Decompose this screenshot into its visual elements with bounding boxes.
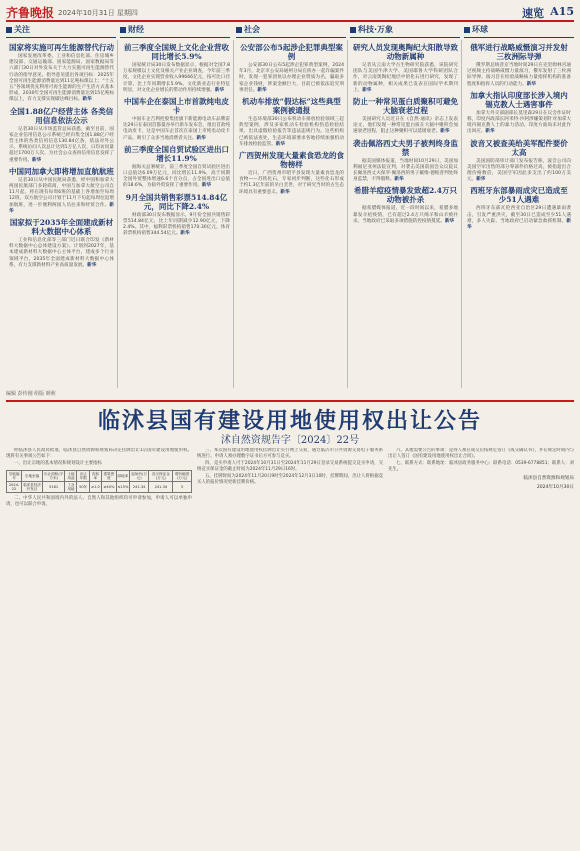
column-category: 财经 (120, 24, 230, 38)
article-headline[interactable]: 机动车排放“假达标”这些典型案例被通报 (242, 97, 341, 116)
article-body: 美国国防部审计部门发布报告称，波音公司向美国空军出售的部分零部件价格过高，被指超出合理价格数倍，美国空军因此多支出了约100万美元。新华 (467, 158, 571, 183)
table-header: 出让面积(平方米) (43, 471, 64, 481)
article-headline[interactable]: 西班牙东部暴雨成灾已造成至少51人遇难 (470, 186, 568, 205)
notice-column (388, 448, 574, 844)
table-header: 起始价(万元) (131, 471, 148, 481)
notice-section: 四、竞买申请人可于2024年10月31日至2024年11月29日登录交易系统提交竞买申请，交纳竞买保证金的截止时间为2024年11月29日16时。 (197, 461, 383, 472)
table-cell: 5 (173, 482, 192, 493)
notice-section: 六、其他需要公告的事项：竞得人须在成交后按规定签订《成交确认书》，并在规定时间内与出让人签订《国有建设用地使用权出让合同》。 (388, 448, 574, 459)
article-headline[interactable]: 希腊羊痘疫情暴发致超2.4万只动物被扑杀 (353, 186, 458, 205)
notice-intro: 经临沭县人民政府批准，临沭县自然资源和规划局决定挂牌出让1宗国有建设用地使用权。现将有关事项公告如下： (6, 448, 192, 459)
article-headline[interactable]: 中国车企在泰国上市首款纯电皮卡 (124, 97, 229, 116)
article-body: 美国研究人员近日在《自然·通讯》杂志上发表论文，他们发现一种常见蛋白质在大脑中聚积会加速衰老进程，阻止这种聚积可以延缓衰老。新华 (353, 117, 458, 135)
column-category: 社会 (236, 24, 346, 38)
issue-date: 2024年10月31日 星期四 (58, 9, 138, 17)
table-cell: 241.34 (149, 482, 173, 493)
article-body: 生态环境部30日公布机动车排放检验领域三起典型案例，涉及多家机动车检验机构伪造检验结果、出具虚假检验报告等违法违规行为。这些机构已被依法查处，生态环境部要求各地持续加强机动车排放检验监管。新华 (239, 117, 344, 147)
notice-section: 七、联系方式：联系地址：临沭县政务服务中心；联系电话：0539-6778851；联系人：刘先生。 (388, 461, 574, 472)
table-cell: ≥1.0 (89, 482, 101, 493)
masthead (6, 2, 574, 22)
article-body: 记者30日从市场监管总局获悉，截至目前，国家企业信用信息公示系统已经归集全国1.88亿户经营主体的各类信用信息130.84亿条，依法对外公示，系统访问人次总计达到1万亿人次，日均访问量超过1700万人次。为社会公众查询信用信息发挥了重要作用。新华 (9, 126, 114, 163)
table-header: 宗地坐落 (22, 471, 43, 482)
notice-column (197, 448, 383, 844)
article-headline[interactable]: 袭击佩洛西丈夫男子被判终身监禁 (353, 138, 458, 157)
article-body: 记者从云南大学古生物研究院获悉，该院研究团队与美国牛津大学、美国耶鲁大学科研团队合作，对云南奥陶纪地层中的化石进行研究，发现了新的动物属种，相关成果已发表在国际学术期刊上。新华 (353, 63, 458, 93)
table-cell: 工业用地 (65, 482, 77, 493)
article-body: 公安部30日公布5起涉企犯罪典型案例，2024年3月，北京市公安局通州分局在侦办一起诈骗案件时，发现一犯罪团伙以办理企业资质为名，骗取多家企业钱财，涉案金额巨大，目前已被依法追究刑事责任。新华 (239, 63, 344, 93)
table-header: 增价幅度(万元) (173, 471, 192, 482)
article-body: 国家发展改革委、工业和信息化部、住房城乡建设部、交通运输部、国家能源局、国家数据局等六部门30日对外发布关于大力实施可再生能源替代行动的指导意见。指导意见提出各项目标：2025年全国可再生能源消费量达到11亿吨标煤以上；“十五五”各领域优先利用可再生能源的生产生活方式基本形成，2030年全国可再生能源消费量达到15亿吨标煤以上，有力支撑实现碳达峰目标。新华 (9, 54, 114, 103)
page-number: A15 (550, 5, 574, 18)
news-column (236, 40, 348, 388)
article-headline[interactable]: 全国1.88亿户经营主体 各类信用信息依法公示 (9, 106, 114, 125)
article-headline[interactable]: 前三季度全国规上文化企业营收同比增长5.9% (124, 43, 229, 61)
notice-section: 二、中华人民共和国境内外的法人、自然人和其他组织均可申请参加，申请人可以单独申请，也可以联合申请。 (6, 496, 192, 508)
article-headline[interactable]: 9月全国共销售彩票514.84亿元，同比下降2.4% (125, 192, 228, 211)
notice-section: 五、挂牌时间为2024年11月20日9时至2024年12月3日10时，挂牌期间，出让人将根据竞买人的报价情况更新挂牌价格。 (197, 474, 383, 485)
notice-title: 临沭县国有建设用地使用权出让公告 (97, 408, 482, 434)
article-headline[interactable]: 加拿大指认印度部长涉入境内锡克教人士遇害事件 (470, 90, 568, 109)
article-headline[interactable]: 俄军进行战略威慑演习并发射三枚洲际导弹 (470, 43, 568, 61)
editors-line: 编辑 彭传刚 组版 颜莉 (6, 390, 574, 402)
article-body: 工业和信息化部等三部门近日联合印发《新材料大数据中心总体建设方案》。计划到2027年，基本建成新材料大数据中心主体平台，建成多个行业领域平台，2035年全面建成新材料大数据中心体系，有力支撑新材料产业高质量发展。新华 (9, 238, 114, 268)
table-header: 土地用途 (65, 471, 77, 482)
article-body: 西班牙东部瓦伦西亚自治区29日遭遇暴雨袭击，引发严重洪灾，截至30日已造成至少51人遇难，多人失踪，当地政府已启动紧急救援机制。新华 (467, 206, 571, 231)
article-body: 俄罗斯总统普京当地时间29日在克里姆林宫通过视频主持战略威慑力量演习，俄军发射了三枚洲际导弹。演习旨在检验战略核力量指挥机构的准备程度和指挥人员的行动能力。新华 (467, 63, 571, 87)
article-headline[interactable]: 波音又被查美给美军配件要价太高 (470, 138, 568, 157)
table-header: 竞买保证金(万元) (149, 471, 173, 482)
article-headline[interactable]: 国家将实施可再生能源替代行动 (9, 43, 114, 52)
article-body: 中国车企吉利控股集团旗下新能源电动车品牌雷达29日在泰国首都曼谷举行新车发布会，推出首款纯电动皮卡，这是中国车企首次在泰国上市纯电动皮卡产品，吸引了众多当地消费者关注。新华 (123, 117, 230, 141)
square-icon (464, 27, 470, 33)
news-column (120, 40, 234, 388)
table-cell: 241.34 (129, 482, 149, 493)
article-headline[interactable]: 研究人员发现奥陶纪大阳散导致动物新属种 (353, 43, 458, 61)
table-header: 宗地编号 (7, 471, 22, 482)
square-icon (120, 27, 126, 33)
table-cell: ≤15% (116, 482, 129, 493)
notice-subtitle: 沭自然资规告字〔2024〕22号 (220, 435, 360, 446)
section-title: 速览 (522, 7, 544, 20)
article-body: 据海关总署统计，前三季度全国自贸试验区进出口总值达6.09万亿元，同比增长11.9%，高于同期全国外贸整体增速6.6个百分点，占全国进出口总值的18.6%，为稳外贸发挥了重要作用。新华 (123, 164, 230, 189)
article-headline[interactable]: 前三季度全国自贸试验区进出口增长11.9% (124, 144, 229, 163)
table-header: 出让年限 (77, 471, 89, 482)
column-category: 关注 (6, 24, 116, 38)
table-cell: ≥40% (101, 482, 116, 493)
news-column (6, 40, 118, 388)
table-header: 建筑密度 (101, 471, 116, 482)
article-headline[interactable]: 中国同加拿大即将增加直航航班 (9, 166, 114, 176)
table-row (7, 482, 192, 493)
land-notice (6, 448, 574, 844)
table-cell: 临沭县经济开发区 (23, 482, 42, 492)
article-headline[interactable]: 公安部公布5起涉企犯罪典型案例 (240, 43, 343, 61)
table-header-row (7, 471, 192, 482)
article-body: 近日，广西贺州市昭平县发现大量素食恐龙的食物——苏铁化石，专家初步判断，这些化石形成于约1.3亿年前的早白垩世，对于研究当时的古生态环境具有重要意义。新华 (239, 171, 344, 195)
news-column (350, 40, 462, 388)
notice-signature-org: 临沭县自然资源和规划局 (523, 476, 574, 481)
article-headline[interactable]: 防止一种常见蛋白质聚积可避免大脑衰老过程 (353, 97, 458, 116)
column-category: 环球 (464, 24, 574, 38)
article-body: 财政部30日发布数据显示，9月份全国共销售彩票514.84亿元，比上年同期减少12.90亿元，下降2.4%。其中，福利彩票机构销售170.30亿元，体育彩票机构销售344.54亿元。新华 (123, 212, 230, 237)
notice-section: 三、本次国有建设用地使用权挂牌出让实行网上交易，通过临沂市公共资源交易电子服务系统进行。申请人须办理数字证书后方可参与竞买。 (197, 448, 383, 459)
article-headline[interactable]: 广西贺州发现大量素食恐龙的食物榜样 (239, 151, 344, 170)
article-body: 据希腊媒体报道，近一段时间以来，希腊多地暴发羊痘疫情，已有超过2.4万只绵羊和山羊被扑杀，当地政府已采取多项措施防控疫情蔓延。新华 (353, 206, 458, 224)
news-column (464, 40, 574, 388)
table-cell: 50年 (77, 482, 89, 493)
notice-section: 一、出让宗地的基本情况和规划设计主要指标 (14, 461, 102, 466)
notice-column (6, 448, 192, 844)
article-body: 据美国媒体报道，当地时间10月29日，美国加利福尼亚州法院宣判，对袭击美国前国会众议院议长佩洛西丈夫保罗·佩洛西的男子戴维·德帕普判处终身监禁，不得假释。新华 (353, 158, 458, 183)
notice-signature-date: 2024年10月30日 (536, 485, 574, 491)
table-cell: 5161 (42, 482, 64, 493)
table-header: 容积率 (89, 471, 101, 482)
square-icon (236, 27, 242, 33)
article-body: 记者30日从中国民航局获悉，经中国和加拿大两国民航部门多轮磋商，中国与加拿大航空公司自11月起，将在现有每周6班的基础上各增加至每周12班，双方航空公司计划于11月下旬起每周往返增加航班，进一步便利两国人员往来和经贸合作。新华 (9, 177, 114, 214)
square-icon (350, 27, 356, 33)
article-headline[interactable]: 国家拟于2035年全面建成新材料大数据中心体系 (9, 218, 114, 237)
column-category: 科技·万象 (350, 24, 460, 38)
table-header: 绿地率 (116, 471, 129, 482)
news-columns (6, 40, 574, 388)
parcel-table (6, 470, 192, 493)
square-icon (6, 27, 12, 33)
newspaper-logo: 齐鲁晚报 (6, 6, 55, 20)
article-body: 国家统计局30日发布数据显示，根据对全国7.8万家规模以上文化及相关产业企业调查，今年前三季度，文化企业实现营业收入99666亿元，按可比口径计算，比上年同期增长5.9%。文化新业态行业特征明显，对文化企业增长的带动作用持续增强。新华 (123, 63, 230, 93)
article-body: 加拿大外交部副部长莫里森29日在议会作证时称，印度内政部长阿米特·沙阿涉嫌策划针对加拿大境内锡克教人士的暴力活动。印度方面尚未对此作出回应。新华 (467, 110, 571, 135)
table-cell: 2024-22 (7, 482, 22, 493)
